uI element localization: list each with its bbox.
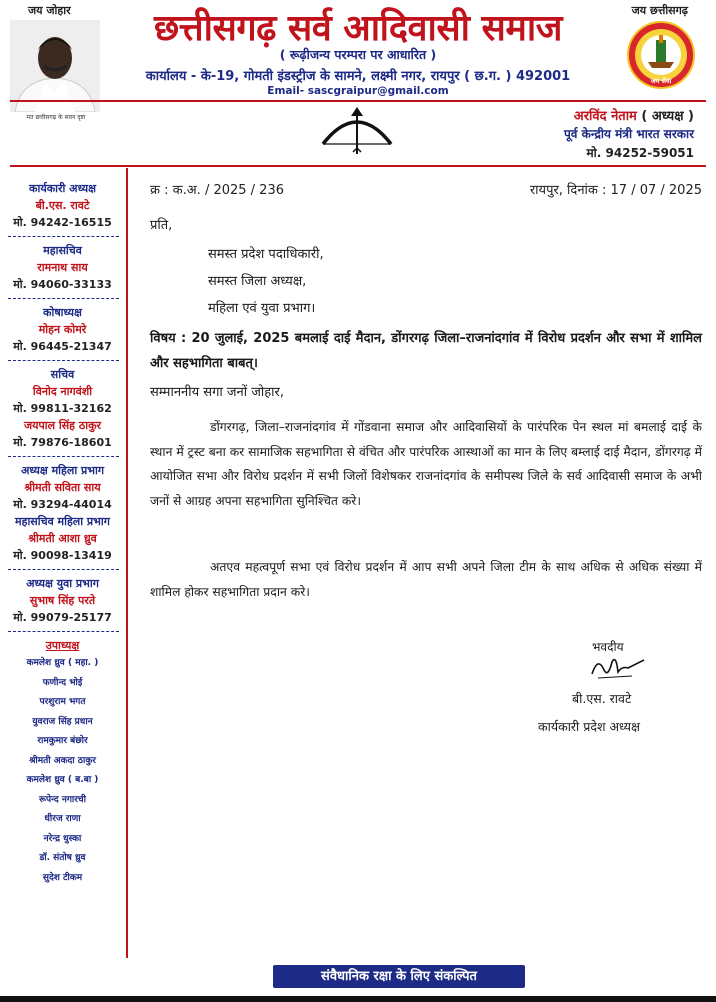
president-title: पूर्व केन्द्रीय मंत्री भारत सरकार (563, 127, 694, 141)
organization-tagline: ( रूढ़ीजन्य परम्परा पर आधारित ) (279, 47, 437, 62)
president-role: ( अध्यक्ष ) (636, 109, 694, 124)
sidebar-divider-line (126, 168, 128, 958)
sidebar-divider (8, 569, 119, 570)
letter-paragraph: अतएव महत्वपूर्ण सभा एवं विरोध प्रदर्शन में आप सभी अपने जिला टीम के साथ अधिक से अधिक संख्या में शामिल होकर सहभागिता प्रदान करे। (150, 560, 702, 599)
addressee: समस्त प्रदेश पदाधिकारी, (208, 247, 324, 262)
bearer-secretary (0, 366, 125, 451)
sidebar-divider (8, 298, 119, 299)
footer-banner: संवैधानिक रक्षा के लिए संकल्पित (273, 965, 525, 988)
signatory-name: बी.एस. रावटे (572, 691, 632, 706)
bearer-name: श्रीमती सविता साय (24, 481, 101, 494)
sidebar-divider (8, 456, 119, 457)
header-rule (10, 100, 706, 102)
office-bearers-sidebar (0, 168, 125, 963)
bearer-role: अध्यक्ष महिला प्रभाग (20, 464, 105, 477)
list-item: कमलेश ध्रुव ( महा. ) (26, 658, 99, 668)
organization-email: Email- sascgraipur@gmail.com (267, 85, 449, 97)
bearer-name: विनोद नागवंशी (32, 385, 93, 398)
list-item: रामकुमार बंछोर (37, 736, 88, 746)
list-item: धीरज राणा (44, 814, 81, 824)
letter-subject: विषय : 20 जुलाई, 2025 बमलाई दाई मैदान, डोंगरगढ़ जिला–राजनांदगांव में विरोध प्रदर्शन और सभा में शामिल और सहभागिता बाबत्। (150, 331, 702, 371)
bow-arrow-icon (317, 106, 397, 156)
bearer-phone: मो. 99811-32162 (13, 402, 112, 415)
letter-date: रायपुर, दिनांक : 17 / 07 / 2025 (529, 183, 702, 198)
bearer-name: रामनाथ साय (37, 261, 88, 274)
list-item: नरेन्द्र धुस्का (43, 833, 82, 844)
bearer-phone: मो. 79876-18601 (13, 436, 112, 449)
vice-presidents-heading: उपाध्यक्ष (45, 639, 80, 652)
letter-closing: भवदीय (592, 640, 624, 654)
list-item: सुदेश टीकम (42, 872, 83, 883)
president-name: अरविंद नेताम (573, 109, 637, 124)
bearer-phone: मो. 94242-16515 (13, 216, 112, 229)
bearer-role: अध्यक्ष युवा प्रभाग (26, 577, 99, 590)
bearer-youth-wing (0, 575, 125, 626)
bearer-women-wing (0, 462, 125, 564)
footer-strip (0, 996, 716, 1002)
president-phone: मो. 94252-59051 (586, 146, 694, 160)
addressee: समस्त जिला अध्यक्ष, (208, 274, 307, 289)
organization-title: छत्तीसगढ़ सर्व आदिवासी समाज (154, 7, 562, 49)
bearer-name: श्रीमती आशा ध्रुव (28, 532, 97, 545)
bearer-role: महासचिव महिला प्रभाग (15, 515, 110, 528)
sidebar-divider (8, 631, 119, 632)
main-rule (10, 165, 706, 167)
sidebar-divider (8, 236, 119, 237)
list-item: परशुराम भगत (39, 697, 86, 707)
emblem-logo (626, 20, 696, 90)
bearer-phone: मो. 99079-25177 (13, 611, 112, 624)
list-item: युवराज सिंह प्रधान (32, 716, 93, 727)
portrait-caption: मत छत्तीसगढ़ के सवन दृष्टा (26, 114, 86, 121)
header-right-caption: जय छत्तीसगढ़ (631, 4, 688, 17)
bearer-general-secretary (0, 242, 125, 293)
letter-greeting: सम्माननीय सगा जनों जोहार, (150, 385, 284, 400)
bearer-name: सुभाष सिंह परते (29, 594, 96, 607)
reference-number: क्र : क.अ. / 2025 / 236 (150, 183, 284, 198)
signatory-title: कार्यकारी प्रदेश अध्यक्ष (538, 719, 640, 734)
salutation-to: प्रति, (150, 218, 173, 233)
sidebar-divider (8, 360, 119, 361)
bearer-phone: मो. 94060-33133 (13, 278, 112, 291)
bearer-name: बी.एस. रावटे (35, 199, 90, 212)
list-item: डॉ. संतोष ध्रुव (39, 853, 86, 863)
addressee: महिला एवं युवा प्रभाग। (208, 301, 316, 316)
president-name-line (574, 106, 694, 124)
letter-paragraph: डोंगरगढ़, जिला–राजनांदगांव में गोंडवाना समाज और आदिवासियों के पारंपरिक पेन स्थल मां बमलाई दाई के स्थान में ट्रस्ट बना कर सामाजिक सहभागिता से वंचित और पारंपरिक आस्थाओं का मान के लिए बम्लाई दाई मैदान, डोंगरगढ़ में आयोजित सभा और विरोध प्रदर्शन में सभी जिलों विशेषकर राजनांदगांव के समीपस्थ जिले के सर्व आदिवासी समाज के अभी जनों से आग्रह अपना सहभागिता सुनिश्चित करे। (150, 420, 702, 508)
bearer-role: कार्यकारी अध्यक्ष (29, 182, 96, 195)
list-item: कमलेश ध्रुव ( ब.बा ) (26, 775, 99, 785)
list-item: फणीन्द भोई (42, 677, 83, 688)
bearer-executive-president (0, 180, 125, 231)
header-left-caption: जय जोहार (28, 4, 71, 17)
bearer-phone: मो. 90098-13419 (13, 549, 112, 562)
bearer-role: कोषाध्यक्ष (43, 306, 82, 319)
bearer-phone: मो. 93294-44014 (13, 498, 112, 511)
vice-presidents-list (0, 654, 125, 888)
organization-address: कार्यालय - के-19, गोमती इंडस्ट्रीज के सामने, लक्ष्मी नगर, रायपुर ( छ.ग. ) 492001 (145, 69, 571, 84)
bearer-name: मोहन कोमरे (38, 323, 87, 336)
bearer-role: महासचिव (43, 244, 82, 257)
emblem-text: जय सेवा (650, 77, 672, 85)
bearer-treasurer (0, 304, 125, 355)
list-item: रूपेन्द नगारची (39, 794, 86, 805)
leader-portrait (10, 20, 100, 112)
bearer-name: जयपाल सिंह ठाकुर (23, 419, 102, 432)
list-item: श्रीमती अकदा ठाकुर (29, 755, 96, 766)
bearer-phone: मो. 96445-21347 (13, 340, 112, 353)
signature-image (588, 652, 648, 682)
bearer-role: सचिव (50, 368, 75, 381)
